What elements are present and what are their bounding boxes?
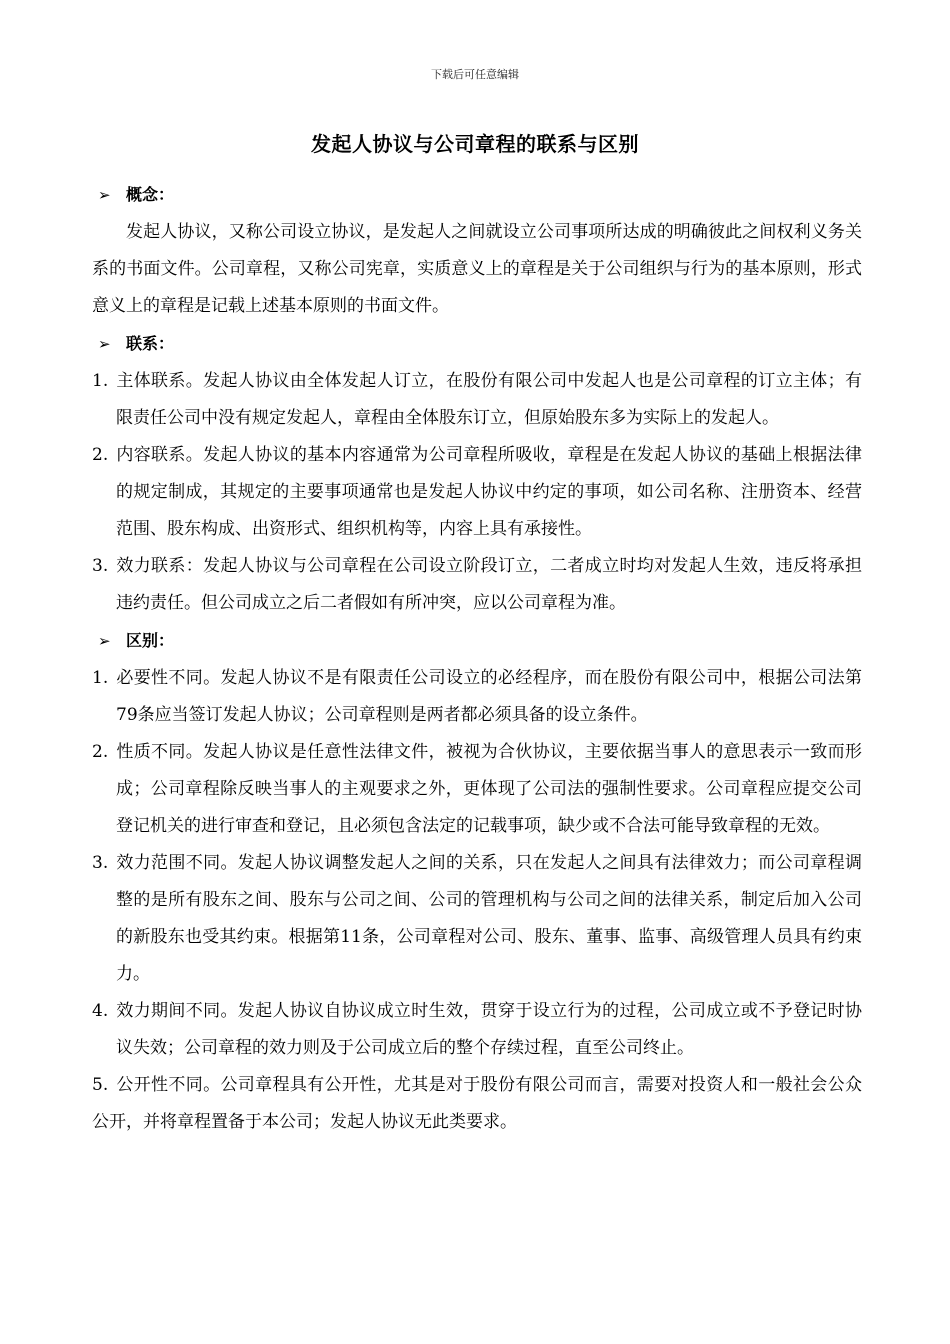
section-heading-label: 概念： — [126, 185, 175, 204]
list-item — [92, 1067, 862, 1141]
list-item-number: 2. — [92, 742, 109, 762]
arrow-bullet-icon: ➢ — [98, 186, 111, 204]
section-heading-connection — [92, 325, 862, 363]
list-item — [92, 548, 862, 622]
arrow-bullet-icon: ➢ — [98, 335, 111, 353]
list-item — [92, 437, 862, 548]
list-item-number: 3. — [92, 556, 109, 576]
section-heading-difference — [92, 622, 862, 660]
list-item-number: 5. — [92, 1075, 109, 1095]
list-item-number: 4. — [92, 1001, 109, 1021]
section-heading-label: 区别： — [126, 631, 175, 650]
list-item — [92, 993, 862, 1067]
list-item-text: 公开性不同。公司章程具有公开性，尤其是对于股份有限公司而言，需要对投资人和一般社会公众公开，并将章程置备于本公司；发起人协议无此类要求。 — [92, 1075, 862, 1132]
page-title: 发起人协议与公司章程的联系与区别 — [311, 132, 639, 156]
list-item-number: 1. — [92, 371, 109, 391]
list-item-text: 主体联系。发起人协议由全体发起人订立，在股份有限公司中发起人也是公司章程的订立主体；有限责任公司中没有规定发起人，章程由全体股东订立，但原始股东多为实际上的发起人。 — [116, 371, 862, 428]
list-item-text: 必要性不同。发起人协议不是有限责任公司设立的必经程序，而在股份有限公司中，根据公司法第79条应当签订发起人协议；公司章程则是两者都必须具备的设立条件。 — [116, 668, 862, 725]
section-heading-concept — [92, 176, 862, 214]
header-note: 下载后可任意编辑 — [431, 68, 519, 81]
section-heading-label: 联系： — [126, 334, 175, 353]
list-item-text: 性质不同。发起人协议是任意性法律文件，被视为合伙协议，主要依据当事人的意思表示一致而形成；公司章程除反映当事人的主观要求之外，更体现了公司法的强制性要求。公司章程应提交公司登记机关的进行审查和登记，且必须包含法定的记载事项，缺少或不合法可能导致章程的无效。 — [116, 742, 862, 836]
concept-paragraph: 发起人协议，又称公司设立协议，是发起人之间就设立公司事项所达成的明确彼此之间权利义务关系的书面文件。公司章程，又称公司宪章，实质意义上的章程是关于公司组织与行为的基本原则，形式意义上的章程是记载上述基本原则的书面文件。 — [92, 222, 862, 316]
list-item-number: 3. — [92, 853, 109, 873]
list-item-text: 内容联系。发起人协议的基本内容通常为公司章程所吸收，章程是在发起人协议的基础上根据法律的规定制成，其规定的主要事项通常也是发起人协议中约定的事项，如公司名称、注册资本、经营范围、股东构成、出资形式、组织机构等，内容上具有承接性。 — [116, 445, 862, 539]
list-item — [92, 363, 862, 437]
list-item-number: 2. — [92, 445, 109, 465]
list-item — [92, 660, 862, 734]
list-item-text: 效力联系：发起人协议与公司章程在公司设立阶段订立，二者成立时均对发起人生效，违反将承担违约责任。但公司成立之后二者假如有所冲突，应以公司章程为准。 — [116, 556, 862, 613]
document-body — [92, 176, 862, 1141]
list-item-number: 1. — [92, 668, 109, 688]
arrow-bullet-icon: ➢ — [98, 632, 111, 650]
list-item — [92, 734, 862, 845]
list-item-text: 效力期间不同。发起人协议自协议成立时生效，贯穿于设立行为的过程，公司成立或不予登记时协议失效；公司章程的效力则及于公司成立后的整个存续过程，直至公司终止。 — [116, 1001, 862, 1058]
list-item-text: 效力范围不同。发起人协议调整发起人之间的关系，只在发起人之间具有法律效力；而公司章程调整的是所有股东之间、股东与公司之间、公司的管理机构与公司之间的法律关系，制定后加入公司的新股东也受其约束。根据第11条，公司章程对公司、股东、董事、监事、高级管理人员具有约束力。 — [116, 853, 862, 984]
list-item — [92, 845, 862, 993]
